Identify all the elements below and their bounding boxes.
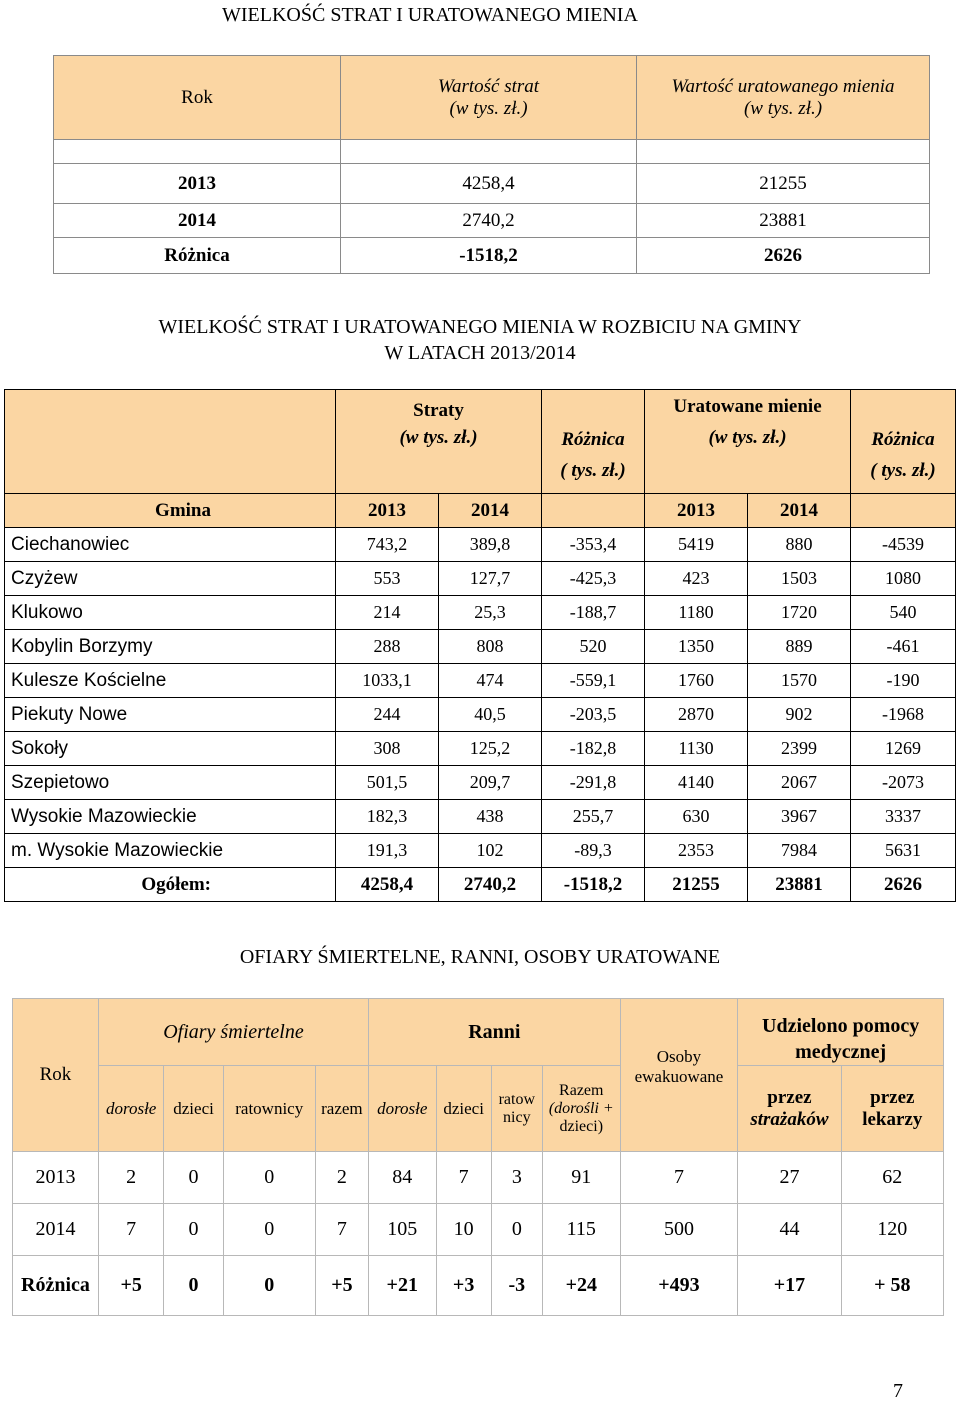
- table-row: [54, 164, 930, 204]
- header-year: 2014: [748, 494, 851, 528]
- cell-value: 27: [738, 1152, 841, 1204]
- header-wartosc-strat: Wartość strat (w tys. zł.): [341, 56, 637, 140]
- uratowane-value: 21255: [637, 164, 930, 204]
- header-ranni-dzieci: dzieci: [436, 1066, 491, 1152]
- header-ofiary: Ofiary śmiertelne: [98, 999, 368, 1066]
- cell-value: +3: [436, 1256, 491, 1316]
- cell-value: -353,4: [542, 528, 645, 562]
- cell-value: 1760: [645, 664, 748, 698]
- cell-value: 102: [439, 834, 542, 868]
- cell-value: 438: [439, 800, 542, 834]
- cell-value: 0: [164, 1204, 223, 1256]
- cell-value: 244: [336, 698, 439, 732]
- cell-value: 4140: [645, 766, 748, 800]
- table-row: [54, 204, 930, 238]
- cell-value: 7: [315, 1204, 368, 1256]
- cell-value: +21: [369, 1256, 437, 1316]
- cell-value: 44: [738, 1204, 841, 1256]
- gmina-name: Wysokie Mazowieckie: [5, 800, 336, 834]
- section1-title: WIELKOŚĆ STRAT I URATOWANEGO MIENIA: [222, 4, 638, 26]
- cell-value: 1720: [748, 596, 851, 630]
- cell-value: 2: [315, 1152, 368, 1204]
- cell-value: 0: [223, 1152, 315, 1204]
- header-rok: Rok: [13, 999, 99, 1152]
- header-przez-strazakow: przez strażaków: [738, 1066, 841, 1152]
- gmina-name: Szepietowo: [5, 766, 336, 800]
- straty-value: -1518,2: [341, 238, 637, 274]
- table-row: [5, 596, 956, 630]
- row-year: 2014: [13, 1204, 99, 1256]
- cell-value: 1180: [645, 596, 748, 630]
- gmina-name: Kobylin Borzymy: [5, 630, 336, 664]
- cell-value: 0: [164, 1152, 223, 1204]
- cell-value: 1130: [645, 732, 748, 766]
- cell-value: 902: [748, 698, 851, 732]
- cell-value: 21255: [645, 868, 748, 902]
- gmina-name: Kulesze Kościelne: [5, 664, 336, 698]
- table-row: [13, 1152, 944, 1204]
- cell-value: 2870: [645, 698, 748, 732]
- header-straty: Straty (w tys. zł.): [336, 390, 542, 494]
- page-number: 7: [893, 1380, 903, 1402]
- cell-value: 880: [748, 528, 851, 562]
- cell-value: 1269: [851, 732, 956, 766]
- header-ofiary-ratownicy: ratownicy: [223, 1066, 315, 1152]
- cell-value: 2626: [851, 868, 956, 902]
- cell-value: 3337: [851, 800, 956, 834]
- gmina-name: m. Wysokie Mazowieckie: [5, 834, 336, 868]
- cell-value: 7984: [748, 834, 851, 868]
- cell-value: 40,5: [439, 698, 542, 732]
- cell-value: 120: [841, 1204, 943, 1256]
- row-label: 2013: [54, 164, 341, 204]
- cell-value: 500: [620, 1204, 738, 1256]
- casualties-table: [12, 998, 944, 1316]
- losses-summary-table: [53, 55, 930, 274]
- table-row: [5, 562, 956, 596]
- cell-value: -203,5: [542, 698, 645, 732]
- cell-value: 423: [645, 562, 748, 596]
- cell-value: 1033,1: [336, 664, 439, 698]
- cell-value: -1968: [851, 698, 956, 732]
- cell-value: 630: [645, 800, 748, 834]
- header-pomoc-medyczna: Udzielono pomocy medycznej: [738, 999, 944, 1066]
- header-ranni: Ranni: [369, 999, 621, 1066]
- table-row: [5, 800, 956, 834]
- row-label: 2014: [54, 204, 341, 238]
- cell-value: 1350: [645, 630, 748, 664]
- uratowane-value: 2626: [637, 238, 930, 274]
- cell-value: -182,8: [542, 732, 645, 766]
- cell-value: +24: [542, 1256, 620, 1316]
- cell-value: 389,8: [439, 528, 542, 562]
- header-roznica-uratowane: Różnica ( tys. zł.): [851, 390, 956, 494]
- cell-value: + 58: [841, 1256, 943, 1316]
- cell-value: 209,7: [439, 766, 542, 800]
- section2-title: WIELKOŚĆ STRAT I URATOWANEGO MIENIA W ROZBICIU NA GMINY W LATACH 2013/2014: [158, 316, 802, 364]
- header-ofiary-dzieci: dzieci: [164, 1066, 223, 1152]
- cell-value: 91: [542, 1152, 620, 1204]
- cell-value: 0: [223, 1256, 315, 1316]
- straty-value: 2740,2: [341, 204, 637, 238]
- header-osoby-ewakuowane: Osoby ewakuowane: [620, 999, 738, 1152]
- cell-value: -1518,2: [542, 868, 645, 902]
- cell-value: -461: [851, 630, 956, 664]
- gmina-name: Czyżew: [5, 562, 336, 596]
- table-row: [5, 630, 956, 664]
- cell-value: 2067: [748, 766, 851, 800]
- header-ranni-razem: Razem (dorośli + dzieci): [542, 1066, 620, 1152]
- cell-value: 308: [336, 732, 439, 766]
- cell-value: -2073: [851, 766, 956, 800]
- row-label: Różnica: [54, 238, 341, 274]
- cell-value: 182,3: [336, 800, 439, 834]
- cell-value: -425,3: [542, 562, 645, 596]
- cell-value: 501,5: [336, 766, 439, 800]
- cell-value: -188,7: [542, 596, 645, 630]
- header-year: 2014: [439, 494, 542, 528]
- cell-value: 0: [164, 1256, 223, 1316]
- cell-value: 7: [620, 1152, 738, 1204]
- header-ranni-ratownicy: ratow nicy: [491, 1066, 542, 1152]
- table-row: [5, 698, 956, 732]
- cell-value: 25,3: [439, 596, 542, 630]
- row-label: Różnica: [13, 1256, 99, 1316]
- cell-value: 105: [369, 1204, 437, 1256]
- header-gmina: Gmina: [5, 494, 336, 528]
- table-row: [5, 664, 956, 698]
- cell-value: 1080: [851, 562, 956, 596]
- gmina-name: Klukowo: [5, 596, 336, 630]
- cell-value: 1570: [748, 664, 851, 698]
- cell-value: 553: [336, 562, 439, 596]
- header-year: 2013: [336, 494, 439, 528]
- cell-value: -559,1: [542, 664, 645, 698]
- row-year: 2013: [13, 1152, 99, 1204]
- section3-title: OFIARY ŚMIERTELNE, RANNI, OSOBY URATOWANE: [239, 946, 721, 968]
- cell-value: 3: [491, 1152, 542, 1204]
- cell-value: 2399: [748, 732, 851, 766]
- cell-value: 115: [542, 1204, 620, 1256]
- cell-value: 10: [436, 1204, 491, 1256]
- cell-value: 2: [98, 1152, 163, 1204]
- cell-value: 255,7: [542, 800, 645, 834]
- diff-row: [13, 1256, 944, 1316]
- cell-value: 0: [223, 1204, 315, 1256]
- cell-value: 889: [748, 630, 851, 664]
- total-row: [5, 868, 956, 902]
- cell-value: 808: [439, 630, 542, 664]
- gmina-name: Sokoły: [5, 732, 336, 766]
- gmina-name: Piekuty Nowe: [5, 698, 336, 732]
- cell-value: 5419: [645, 528, 748, 562]
- table-row: [5, 528, 956, 562]
- cell-value: 743,2: [336, 528, 439, 562]
- table-row: [54, 238, 930, 274]
- straty-value: 4258,4: [341, 164, 637, 204]
- cell-value: -190: [851, 664, 956, 698]
- header-ranni-dorosle: dorosłe: [369, 1066, 437, 1152]
- header-year: 2013: [645, 494, 748, 528]
- cell-value: +17: [738, 1256, 841, 1316]
- cell-value: +5: [315, 1256, 368, 1316]
- cell-value: 23881: [748, 868, 851, 902]
- cell-value: 7: [436, 1152, 491, 1204]
- header-rok: Rok: [54, 56, 341, 140]
- cell-value: 84: [369, 1152, 437, 1204]
- cell-value: 2740,2: [439, 868, 542, 902]
- cell-value: 4258,4: [336, 868, 439, 902]
- total-label: Ogółem:: [5, 868, 336, 902]
- uratowane-value: 23881: [637, 204, 930, 238]
- cell-value: 2353: [645, 834, 748, 868]
- cell-value: -3: [491, 1256, 542, 1316]
- cell-value: 540: [851, 596, 956, 630]
- gmina-name: Ciechanowiec: [5, 528, 336, 562]
- losses-by-gmina-table: [4, 389, 956, 902]
- header-ofiary-razem: razem: [315, 1066, 368, 1152]
- header-przez-lekarzy: przez lekarzy: [841, 1066, 943, 1152]
- cell-value: 1503: [748, 562, 851, 596]
- cell-value: 127,7: [439, 562, 542, 596]
- table-row: [5, 732, 956, 766]
- cell-value: +493: [620, 1256, 738, 1316]
- cell-value: 0: [491, 1204, 542, 1256]
- cell-value: -291,8: [542, 766, 645, 800]
- cell-value: +5: [98, 1256, 163, 1316]
- table-row: [5, 834, 956, 868]
- cell-value: 191,3: [336, 834, 439, 868]
- cell-value: 288: [336, 630, 439, 664]
- table-row: [13, 1204, 944, 1256]
- cell-value: 62: [841, 1152, 943, 1204]
- header-ofiary-dorosle: dorosłe: [98, 1066, 163, 1152]
- table-row: [5, 766, 956, 800]
- cell-value: -4539: [851, 528, 956, 562]
- cell-value: 520: [542, 630, 645, 664]
- cell-value: -89,3: [542, 834, 645, 868]
- cell-value: 125,2: [439, 732, 542, 766]
- cell-value: 214: [336, 596, 439, 630]
- header-uratowane: Uratowane mienie (w tys. zł.): [645, 390, 851, 494]
- cell-value: 474: [439, 664, 542, 698]
- cell-value: 7: [98, 1204, 163, 1256]
- cell-value: 5631: [851, 834, 956, 868]
- header-wartosc-uratowanego: Wartość uratowanego mienia (w tys. zł.): [637, 56, 930, 140]
- cell-value: 3967: [748, 800, 851, 834]
- header-roznica-straty: Różnica ( tys. zł.): [542, 390, 645, 494]
